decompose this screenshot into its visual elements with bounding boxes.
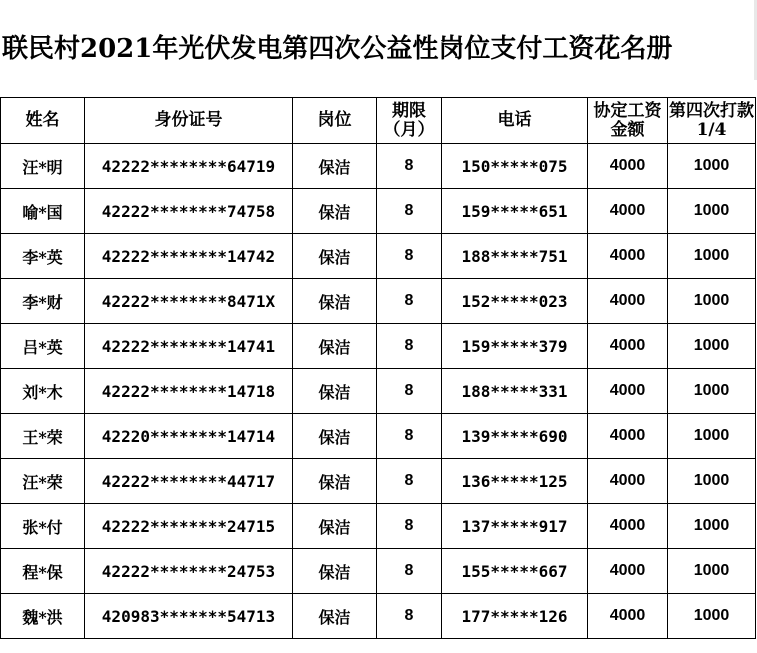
col-header-post: 岗位 [293,98,377,144]
cell-name: 吕*英 [1,324,85,369]
table-row [1,234,756,279]
cell-salary: 4000 [588,234,668,279]
cell-name: 汪*明 [1,144,85,189]
table-row [1,144,756,189]
cell-id-number: 420983*******54713 [85,594,293,639]
cell-id-number: 42222********74758 [85,189,293,234]
cell-post: 保洁 [293,369,377,414]
cell-phone: 159*****379 [442,324,588,369]
cell-post: 保洁 [293,594,377,639]
cell-salary: 4000 [588,414,668,459]
cell-salary: 4000 [588,594,668,639]
cell-post: 保洁 [293,189,377,234]
cell-name: 李*英 [1,234,85,279]
payroll-table [0,97,756,639]
cell-term: 8 [377,279,442,324]
cell-salary: 4000 [588,504,668,549]
cell-phone: 139*****690 [442,414,588,459]
cell-payment: 1000 [668,594,756,639]
cell-salary: 4000 [588,189,668,234]
cell-id-number: 42222********14718 [85,369,293,414]
col-header-id-number: 身份证号 [85,98,293,144]
cell-term: 8 [377,414,442,459]
cell-phone: 136*****125 [442,459,588,504]
table-row [1,594,756,639]
cell-id-number: 42222********64719 [85,144,293,189]
cell-phone: 150*****075 [442,144,588,189]
col-header-name: 姓名 [1,98,85,144]
cell-term: 8 [377,234,442,279]
cell-payment: 1000 [668,414,756,459]
table-body [1,144,756,639]
cell-term: 8 [377,504,442,549]
cell-id-number: 42222********14741 [85,324,293,369]
cell-salary: 4000 [588,144,668,189]
cell-payment: 1000 [668,369,756,414]
cell-payment: 1000 [668,144,756,189]
cell-id-number: 42222********24715 [85,504,293,549]
cell-id-number: 42222********24753 [85,549,293,594]
cell-phone: 159*****651 [442,189,588,234]
col-header-phone: 电话 [442,98,588,144]
cell-name: 王*荣 [1,414,85,459]
cell-salary: 4000 [588,369,668,414]
cell-name: 程*保 [1,549,85,594]
table-row [1,324,756,369]
table-row [1,549,756,594]
cell-term: 8 [377,144,442,189]
cell-phone: 188*****331 [442,369,588,414]
cell-post: 保洁 [293,324,377,369]
col-header-term: 期限（月） [377,98,442,144]
cell-term: 8 [377,459,442,504]
cell-payment: 1000 [668,234,756,279]
header-row [1,98,756,144]
cell-phone: 177*****126 [442,594,588,639]
cell-name: 刘*木 [1,369,85,414]
cell-salary: 4000 [588,279,668,324]
cell-phone: 137*****917 [442,504,588,549]
table-row [1,414,756,459]
cell-id-number: 42222********8471X [85,279,293,324]
cell-term: 8 [377,549,442,594]
table-row [1,504,756,549]
table-row [1,369,756,414]
table-row [1,279,756,324]
cell-term: 8 [377,324,442,369]
cell-name: 魏*洪 [1,594,85,639]
cell-term: 8 [377,369,442,414]
cell-id-number: 42220********14714 [85,414,293,459]
cell-salary: 4000 [588,549,668,594]
cell-post: 保洁 [293,414,377,459]
cell-payment: 1000 [668,504,756,549]
col-header-salary: 协定工资金额 [588,98,668,144]
cell-id-number: 42222********14742 [85,234,293,279]
cell-post: 保洁 [293,279,377,324]
cell-payment: 1000 [668,189,756,234]
cell-phone: 155*****667 [442,549,588,594]
cell-payment: 1000 [668,549,756,594]
cell-post: 保洁 [293,234,377,279]
table-row [1,459,756,504]
cell-name: 喻*国 [1,189,85,234]
cell-phone: 188*****751 [442,234,588,279]
cell-post: 保洁 [293,549,377,594]
cell-post: 保洁 [293,144,377,189]
cell-name: 汪*荣 [1,459,85,504]
cell-name: 张*付 [1,504,85,549]
cell-name: 李*财 [1,279,85,324]
cell-id-number: 42222********44717 [85,459,293,504]
cell-phone: 152*****023 [442,279,588,324]
cell-term: 8 [377,189,442,234]
cell-payment: 1000 [668,459,756,504]
cell-payment: 1000 [668,279,756,324]
table-row [1,189,756,234]
cell-post: 保洁 [293,504,377,549]
cell-salary: 4000 [588,459,668,504]
cell-salary: 4000 [588,324,668,369]
cell-term: 8 [377,594,442,639]
col-header-payment: 第四次打款1/4 [668,98,756,144]
cell-post: 保洁 [293,459,377,504]
cell-payment: 1000 [668,324,756,369]
document-title: 联民村2021年光伏发电第四次公益性岗位支付工资花名册 [2,34,673,64]
